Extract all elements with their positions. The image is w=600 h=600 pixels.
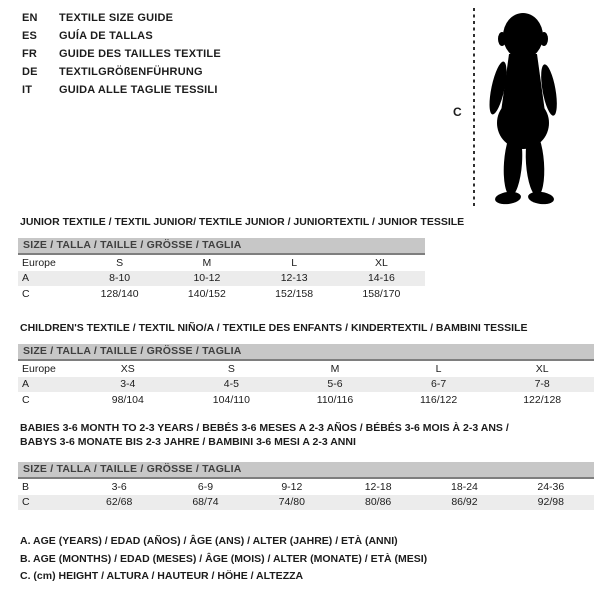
table-cell: M: [202, 256, 212, 269]
babies-table-heading: BABYS 3-6 MONATE BIS 2-3 JAHRE / BAMBINI 3-6 MESI A 2-3 ANNI: [20, 436, 356, 448]
row-label: C: [22, 496, 30, 509]
table-cell: 80/86: [365, 496, 392, 509]
row-label: A: [22, 378, 30, 391]
language-code: FR: [22, 48, 38, 60]
children-table-heading: CHILDREN'S TEXTILE / TEXTIL NIÑO/A / TEXTILE DES ENFANTS / KINDERTEXTIL / BAMBINI TESSILE: [20, 322, 528, 334]
table-cell: 152/158: [275, 287, 314, 300]
table-cell: 10-12: [193, 272, 221, 285]
height-dotted-line: [473, 8, 475, 207]
row-label: C: [22, 393, 30, 406]
legend: [20, 533, 427, 586]
table-row-c: [18, 286, 425, 302]
table-cell: 62/68: [106, 496, 133, 509]
table-cell: 92/98: [537, 496, 564, 509]
table-cell: L: [291, 256, 298, 269]
table-cell: 110/116: [316, 393, 354, 406]
language-row-it: [22, 81, 221, 99]
language-list: [22, 9, 221, 99]
row-label: A: [22, 272, 30, 285]
table-cell: XL: [535, 362, 549, 375]
language-title: GUIDE DES TAILLES TEXTILE: [59, 48, 221, 60]
table-row-b: [18, 479, 594, 495]
language-row-en: [22, 9, 221, 27]
table-cell: S: [227, 362, 235, 375]
table-cell: 3-6: [111, 480, 127, 493]
language-code: ES: [22, 30, 38, 42]
table-cell: L: [435, 362, 442, 375]
table-row-europe: [18, 255, 425, 271]
language-title: TEXTILGRÖßENFÜHRUNG: [59, 66, 203, 78]
table-cell: 116/122: [419, 393, 458, 406]
row-label: Europe: [22, 362, 56, 375]
junior-table-heading-group: [18, 215, 465, 229]
childrens-textile-section: [18, 321, 594, 408]
table-cell: 104/110: [212, 393, 250, 406]
size-header-bar: SIZE / TALLA / TAILLE / GRÖSSE / TAGLIA: [18, 344, 594, 361]
table-row-c: [18, 495, 594, 511]
table-cell: 5-6: [327, 378, 343, 391]
language-code: DE: [22, 66, 38, 78]
table-cell: 140/152: [187, 287, 226, 300]
table-cell: 4-5: [223, 378, 239, 391]
legend-line-a: A. AGE (YEARS) / EDAD (AÑOS) / ÂGE (ANS) / ALTER (JAHRE) / ETÀ (ANNI): [20, 535, 398, 547]
babies-table-heading-group: [18, 421, 594, 449]
language-title: GUIDA ALLE TAGLIE TESSILI: [59, 84, 218, 96]
table-row-europe: [18, 361, 594, 377]
table-cell: 68/74: [192, 496, 219, 509]
table-cell: M: [330, 362, 340, 375]
table-cell: 14-16: [367, 272, 395, 285]
table-cell: 6-7: [430, 378, 447, 391]
table-row-a: [18, 271, 425, 287]
table-cell: 158/170: [362, 287, 401, 300]
size-header-bar: SIZE / TALLA / TAILLE / GRÖSSE / TAGLIA: [18, 238, 425, 255]
table-cell: 3-4: [120, 378, 136, 391]
childrens-table-heading-group: [18, 321, 594, 335]
table-cell: 24-36: [537, 480, 565, 493]
legend-line-c: C. (cm) HEIGHT / ALTURA / HAUTEUR / HÖHE / ALTEZZA: [20, 570, 304, 582]
language-row-fr: [22, 45, 221, 63]
junior-table-heading: JUNIOR TEXTILE / TEXTIL JUNIOR/ TEXTILE JUNIOR / JUNIORTEXTIL / JUNIOR TESSILE: [20, 216, 465, 228]
table-cell: 86/92: [451, 496, 478, 509]
table-cell: 74/80: [278, 496, 305, 509]
height-label-c: C: [453, 105, 462, 119]
size-header-bar: SIZE / TALLA / TAILLE / GRÖSSE / TAGLIA: [18, 462, 594, 479]
language-code: EN: [22, 12, 38, 24]
legend-line-b: B. AGE (MONTHS) / EDAD (MESES) / ÂGE (MOIS) / ALTER (MONATE) / ETÀ (MESI): [20, 552, 428, 565]
junior-table-rows: [18, 255, 425, 302]
language-row-de: [22, 63, 221, 81]
language-title: GUÍA DE TALLAS: [59, 30, 153, 42]
table-cell: 7-8: [534, 378, 550, 391]
table-cell: XS: [120, 362, 135, 375]
table-row-c: [18, 392, 594, 408]
table-cell: 128/140: [100, 287, 139, 300]
table-cell: 12-13: [280, 272, 308, 285]
row-label: C: [22, 287, 30, 300]
table-row-a: [18, 377, 594, 393]
babies-textile-section: [18, 421, 594, 510]
table-cell: 18-24: [451, 480, 478, 493]
row-label: Europe: [22, 256, 56, 269]
table-cell: XL: [374, 256, 388, 269]
language-code: IT: [22, 84, 33, 96]
baby-silhouette-icon: [482, 10, 568, 208]
babies-table-rows: [18, 479, 594, 510]
table-cell: 122/128: [523, 393, 562, 406]
table-cell: 98/104: [111, 393, 144, 406]
language-row-es: [22, 27, 221, 45]
table-cell: 8-10: [109, 272, 131, 285]
table-cell: 12-18: [364, 480, 392, 493]
table-cell: 6-9: [197, 480, 214, 493]
junior-textile-section: [18, 215, 465, 302]
row-label: B: [22, 480, 30, 493]
babies-table-heading: BABIES 3-6 MONTH TO 2-3 YEARS / BEBÉS 3-6 MESES A 2-3 AÑOS / BÉBÉS 3-6 MOIS À 2-3 ANS /: [20, 422, 509, 434]
table-cell: 9-12: [281, 480, 303, 493]
childrens-table-rows: [18, 361, 594, 408]
language-title: TEXTILE SIZE GUIDE: [59, 12, 174, 24]
table-cell: S: [116, 256, 124, 269]
